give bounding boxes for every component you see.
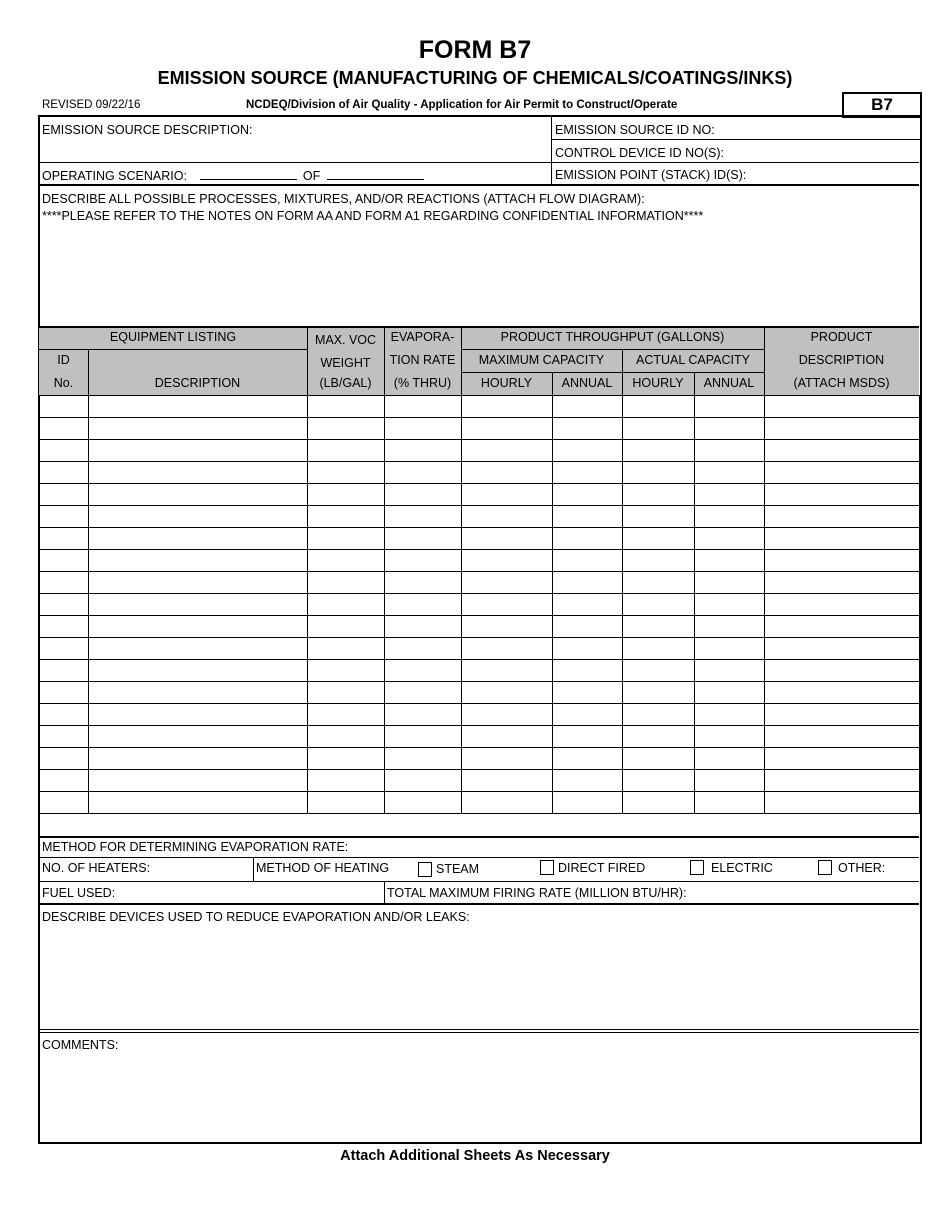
evap-cell[interactable]: [385, 726, 462, 748]
description-cell[interactable]: [89, 594, 308, 616]
product-cell[interactable]: [765, 484, 920, 506]
max-annual-cell[interactable]: [553, 638, 623, 660]
table-row: [40, 594, 920, 616]
description-cell[interactable]: [89, 748, 308, 770]
id-cell[interactable]: [40, 440, 89, 462]
product-cell[interactable]: [765, 506, 920, 528]
scenario-total-input[interactable]: [327, 167, 424, 180]
product-cell[interactable]: [765, 704, 920, 726]
actual-hourly-cell[interactable]: [623, 770, 695, 792]
heating-method-label: METHOD OF HEATING: [256, 861, 390, 875]
evap-cell[interactable]: [385, 594, 462, 616]
table-row: [40, 506, 920, 528]
max-annual-cell[interactable]: [553, 462, 623, 484]
evap-cell[interactable]: [385, 748, 462, 770]
max-hourly-cell[interactable]: [462, 550, 553, 572]
table-row: [40, 484, 920, 506]
product-cell[interactable]: [765, 660, 920, 682]
actual-hourly-cell[interactable]: [623, 440, 695, 462]
product-cell[interactable]: [765, 418, 920, 440]
product-cell[interactable]: [765, 616, 920, 638]
evaporation-method-label: METHOD FOR DETERMINING EVAPORATION RATE:: [42, 840, 349, 854]
table-row: [40, 770, 920, 792]
max-annual-cell[interactable]: [553, 792, 623, 814]
max-hourly-cell[interactable]: [462, 660, 553, 682]
max-annual-header: ANNUAL: [561, 376, 613, 390]
id-no-header: No.: [53, 376, 74, 390]
voc-cell[interactable]: [308, 396, 385, 418]
electric-checkbox[interactable]: [690, 860, 704, 875]
product-cell[interactable]: [765, 550, 920, 572]
max-hourly-cell[interactable]: [462, 528, 553, 550]
table-row: [40, 462, 920, 484]
operating-scenario-row: [42, 167, 424, 183]
actual-hourly-cell[interactable]: [623, 550, 695, 572]
actual-capacity-header: ACTUAL CAPACITY: [636, 353, 750, 367]
actual-hourly-cell[interactable]: [623, 594, 695, 616]
max-hourly-cell[interactable]: [462, 440, 553, 462]
throughput-header: PRODUCT THROUGHPUT (GALLONS): [500, 330, 725, 344]
steam-checkbox[interactable]: [418, 862, 432, 877]
description-cell[interactable]: [89, 418, 308, 440]
voc-unit-header: (LB/GAL): [319, 376, 372, 390]
id-cell[interactable]: [40, 462, 89, 484]
actual-hourly-cell[interactable]: [623, 484, 695, 506]
heaters-input[interactable]: [152, 859, 250, 878]
voc-cell[interactable]: [308, 484, 385, 506]
id-cell[interactable]: [40, 484, 89, 506]
max-hourly-cell[interactable]: [462, 638, 553, 660]
comments-textarea[interactable]: [42, 1055, 914, 1135]
product-cell[interactable]: [765, 440, 920, 462]
actual-annual-cell[interactable]: [695, 770, 765, 792]
table-row: [40, 682, 920, 704]
max-hourly-cell[interactable]: [462, 594, 553, 616]
actual-annual-cell[interactable]: [695, 528, 765, 550]
actual-annual-cell[interactable]: [695, 440, 765, 462]
voc-cell[interactable]: [308, 616, 385, 638]
actual-annual-cell[interactable]: [695, 704, 765, 726]
fuel-used-label: FUEL USED:: [42, 886, 116, 900]
voc-cell[interactable]: [308, 770, 385, 792]
table-row: [40, 418, 920, 440]
table-row: [40, 704, 920, 726]
actual-hourly-cell[interactable]: [623, 682, 695, 704]
table-row: [40, 396, 920, 418]
table-row: [40, 572, 920, 594]
actual-hourly-cell[interactable]: [623, 462, 695, 484]
actual-annual-cell[interactable]: [695, 462, 765, 484]
actual-annual-cell[interactable]: [695, 616, 765, 638]
max-hourly-cell[interactable]: [462, 748, 553, 770]
description-cell[interactable]: [89, 682, 308, 704]
product-cell[interactable]: [765, 594, 920, 616]
actual-hourly-header: HOURLY: [632, 376, 684, 390]
table-row: [40, 440, 920, 462]
emission-point-input[interactable]: [745, 164, 915, 183]
source-id-label: EMISSION SOURCE ID NO:: [555, 123, 715, 137]
description-cell[interactable]: [89, 550, 308, 572]
equipment-table: [39, 395, 920, 814]
max-annual-cell[interactable]: [553, 396, 623, 418]
actual-annual-cell[interactable]: [695, 748, 765, 770]
actual-hourly-cell[interactable]: [623, 704, 695, 726]
firing-rate-input[interactable]: [684, 884, 914, 902]
actual-annual-cell[interactable]: [695, 792, 765, 814]
actual-annual-cell[interactable]: [695, 396, 765, 418]
voc-cell[interactable]: [308, 506, 385, 528]
voc-cell[interactable]: [308, 572, 385, 594]
describe-processes-textarea[interactable]: [42, 228, 914, 324]
product-cell[interactable]: [765, 572, 920, 594]
source-id-input[interactable]: [712, 118, 912, 138]
evaporation-unit-header: (% THRU): [393, 376, 452, 390]
id-cell[interactable]: [40, 726, 89, 748]
product-cell[interactable]: [765, 682, 920, 704]
description-cell[interactable]: [89, 440, 308, 462]
id-header: ID: [57, 353, 70, 367]
operating-scenario-label: OPERATING SCENARIO:: [42, 169, 187, 183]
scenario-number-input[interactable]: [200, 167, 297, 180]
id-cell[interactable]: [40, 792, 89, 814]
max-annual-cell[interactable]: [553, 484, 623, 506]
table-row: [40, 616, 920, 638]
evap-cell[interactable]: [385, 484, 462, 506]
evaporation-header: EVAPORA-: [390, 330, 455, 344]
revision-date: REVISED 09/22/16: [42, 99, 141, 111]
heaters-label: NO. OF HEATERS:: [42, 861, 151, 875]
description-header: DESCRIPTION: [154, 376, 241, 390]
firing-rate-label: TOTAL MAXIMUM FIRING RATE (MILLION BTU/HR):: [387, 886, 687, 900]
description-cell[interactable]: [89, 638, 308, 660]
control-device-label: CONTROL DEVICE ID NO(S):: [555, 146, 724, 160]
evap-cell[interactable]: [385, 418, 462, 440]
direct-fired-label: DIRECT FIRED: [558, 861, 646, 875]
id-cell[interactable]: [40, 396, 89, 418]
direct-fired-checkbox[interactable]: [540, 860, 554, 875]
table-row: [40, 792, 920, 814]
evap-cell[interactable]: [385, 440, 462, 462]
max-hourly-cell[interactable]: [462, 396, 553, 418]
voc-cell[interactable]: [308, 550, 385, 572]
product-cell[interactable]: [765, 638, 920, 660]
max-hourly-cell[interactable]: [462, 462, 553, 484]
max-annual-cell[interactable]: [553, 418, 623, 440]
max-hourly-cell[interactable]: [462, 572, 553, 594]
product-cell[interactable]: [765, 748, 920, 770]
id-cell[interactable]: [40, 748, 89, 770]
actual-annual-cell[interactable]: [695, 594, 765, 616]
evaporation-method-input[interactable]: [345, 838, 915, 856]
voc-cell[interactable]: [308, 682, 385, 704]
actual-annual-cell[interactable]: [695, 550, 765, 572]
max-annual-cell[interactable]: [553, 594, 623, 616]
id-cell[interactable]: [40, 704, 89, 726]
product-cell[interactable]: [765, 528, 920, 550]
footer-note: Attach Additional Sheets As Necessary: [340, 1148, 610, 1164]
id-cell[interactable]: [40, 638, 89, 660]
product-cell[interactable]: [765, 396, 920, 418]
max-annual-cell[interactable]: [553, 682, 623, 704]
description-cell[interactable]: [89, 396, 308, 418]
product-cell[interactable]: [765, 726, 920, 748]
emission-point-label: EMISSION POINT (STACK) ID(S):: [555, 168, 747, 182]
control-device-input[interactable]: [724, 141, 914, 161]
evap-cell[interactable]: [385, 792, 462, 814]
describe-processes-label: DESCRIBE ALL POSSIBLE PROCESSES, MIXTURES, AND/OR REACTIONS (ATTACH FLOW DIAGRAM):: [42, 192, 645, 206]
description-cell[interactable]: [89, 792, 308, 814]
max-annual-cell[interactable]: [553, 550, 623, 572]
evap-cell[interactable]: [385, 682, 462, 704]
max-hourly-cell[interactable]: [462, 682, 553, 704]
form-title: FORM B7: [418, 36, 532, 64]
evap-cell[interactable]: [385, 550, 462, 572]
voc-cell[interactable]: [308, 704, 385, 726]
actual-hourly-cell[interactable]: [623, 638, 695, 660]
description-cell[interactable]: [89, 726, 308, 748]
actual-annual-cell[interactable]: [695, 484, 765, 506]
of-label: OF: [302, 169, 321, 183]
evap-cell[interactable]: [385, 462, 462, 484]
actual-annual-cell[interactable]: [695, 418, 765, 440]
description-cell[interactable]: [89, 704, 308, 726]
source-description-label: EMISSION SOURCE DESCRIPTION:: [42, 123, 253, 137]
id-cell[interactable]: [40, 594, 89, 616]
max-annual-cell[interactable]: [553, 572, 623, 594]
form-code-box: B7: [842, 92, 922, 118]
equipment-listing-header: EQUIPMENT LISTING: [109, 330, 237, 344]
actual-hourly-cell[interactable]: [623, 396, 695, 418]
actual-annual-cell[interactable]: [695, 572, 765, 594]
max-voc-header: MAX. VOC: [314, 333, 377, 347]
id-cell[interactable]: [40, 506, 89, 528]
form-subtitle: EMISSION SOURCE (MANUFACTURING OF CHEMICALS/COATINGS/INKS): [157, 68, 793, 88]
description-cell[interactable]: [89, 770, 308, 792]
fuel-used-input[interactable]: [118, 884, 380, 902]
actual-hourly-cell[interactable]: [623, 506, 695, 528]
electric-label: ELECTRIC: [711, 861, 773, 875]
evap-cell[interactable]: [385, 572, 462, 594]
voc-cell[interactable]: [308, 594, 385, 616]
description-cell[interactable]: [89, 506, 308, 528]
voc-weight-header: WEIGHT: [320, 356, 371, 370]
actual-hourly-cell[interactable]: [623, 528, 695, 550]
evap-cell[interactable]: [385, 506, 462, 528]
id-cell[interactable]: [40, 616, 89, 638]
evaporation-rate-header: TION RATE: [389, 353, 456, 367]
table-row: [40, 638, 920, 660]
actual-annual-cell[interactable]: [695, 660, 765, 682]
max-annual-cell[interactable]: [553, 528, 623, 550]
product-cell[interactable]: [765, 462, 920, 484]
evap-cell[interactable]: [385, 396, 462, 418]
table-row: [40, 550, 920, 572]
table-row: [40, 748, 920, 770]
table-row: [40, 726, 920, 748]
max-annual-cell[interactable]: [553, 506, 623, 528]
actual-hourly-cell[interactable]: [623, 748, 695, 770]
id-cell[interactable]: [40, 418, 89, 440]
other-label: OTHER:: [838, 861, 886, 875]
description-cell[interactable]: [89, 660, 308, 682]
voc-cell[interactable]: [308, 660, 385, 682]
actual-hourly-cell[interactable]: [623, 726, 695, 748]
description-cell[interactable]: [89, 616, 308, 638]
attach-msds-header: (ATTACH MSDS): [793, 376, 890, 390]
product-cell[interactable]: [765, 770, 920, 792]
devices-label: DESCRIBE DEVICES USED TO REDUCE EVAPORATION AND/OR LEAKS:: [42, 910, 470, 924]
source-description-input[interactable]: [300, 120, 545, 160]
product-cell[interactable]: [765, 792, 920, 814]
voc-cell[interactable]: [308, 726, 385, 748]
voc-cell[interactable]: [308, 462, 385, 484]
devices-textarea[interactable]: [42, 928, 914, 1024]
voc-cell[interactable]: [308, 748, 385, 770]
evap-cell[interactable]: [385, 704, 462, 726]
description-cell[interactable]: [89, 462, 308, 484]
max-annual-cell[interactable]: [553, 704, 623, 726]
evap-cell[interactable]: [385, 660, 462, 682]
id-cell[interactable]: [40, 682, 89, 704]
comments-label: COMMENTS:: [42, 1038, 119, 1052]
voc-cell[interactable]: [308, 792, 385, 814]
evap-cell[interactable]: [385, 528, 462, 550]
confidential-note: ****PLEASE REFER TO THE NOTES ON FORM AA AND FORM A1 REGARDING CONFIDENTIAL INFORMATION****: [42, 209, 704, 223]
steam-label: STEAM: [436, 862, 480, 876]
actual-hourly-cell[interactable]: [623, 792, 695, 814]
max-annual-cell[interactable]: [553, 748, 623, 770]
voc-cell[interactable]: [308, 638, 385, 660]
actual-annual-cell[interactable]: [695, 726, 765, 748]
max-annual-cell[interactable]: [553, 770, 623, 792]
product-description-header: DESCRIPTION: [798, 353, 885, 367]
max-hourly-cell[interactable]: [462, 616, 553, 638]
description-cell[interactable]: [89, 572, 308, 594]
evap-cell[interactable]: [385, 638, 462, 660]
max-capacity-header: MAXIMUM CAPACITY: [478, 353, 605, 367]
description-cell[interactable]: [89, 484, 308, 506]
id-cell[interactable]: [40, 572, 89, 594]
max-annual-cell[interactable]: [553, 616, 623, 638]
max-hourly-header: HOURLY: [480, 376, 533, 390]
id-cell[interactable]: [40, 660, 89, 682]
max-hourly-cell[interactable]: [462, 506, 553, 528]
max-annual-cell[interactable]: [553, 660, 623, 682]
description-cell[interactable]: [89, 528, 308, 550]
product-header: PRODUCT: [810, 330, 873, 344]
max-annual-cell[interactable]: [553, 440, 623, 462]
max-hourly-cell[interactable]: [462, 484, 553, 506]
max-hourly-cell[interactable]: [462, 792, 553, 814]
voc-cell[interactable]: [308, 418, 385, 440]
max-hourly-cell[interactable]: [462, 704, 553, 726]
voc-cell[interactable]: [308, 440, 385, 462]
id-cell[interactable]: [40, 528, 89, 550]
table-row: [40, 528, 920, 550]
actual-annual-cell[interactable]: [695, 506, 765, 528]
evap-cell[interactable]: [385, 616, 462, 638]
evap-cell[interactable]: [385, 770, 462, 792]
other-checkbox[interactable]: [818, 860, 832, 875]
actual-hourly-cell[interactable]: [623, 418, 695, 440]
actual-hourly-cell[interactable]: [623, 572, 695, 594]
actual-hourly-cell[interactable]: [623, 616, 695, 638]
actual-annual-cell[interactable]: [695, 682, 765, 704]
max-hourly-cell[interactable]: [462, 770, 553, 792]
actual-hourly-cell[interactable]: [623, 660, 695, 682]
actual-annual-cell[interactable]: [695, 638, 765, 660]
voc-cell[interactable]: [308, 528, 385, 550]
actual-annual-header: ANNUAL: [703, 376, 755, 390]
id-cell[interactable]: [40, 550, 89, 572]
table-row: [40, 660, 920, 682]
max-annual-cell[interactable]: [553, 726, 623, 748]
id-cell[interactable]: [40, 770, 89, 792]
max-hourly-cell[interactable]: [462, 418, 553, 440]
max-hourly-cell[interactable]: [462, 726, 553, 748]
agency-header: NCDEQ/Division of Air Quality - Application for Air Permit to Construct/Operate: [246, 99, 678, 111]
